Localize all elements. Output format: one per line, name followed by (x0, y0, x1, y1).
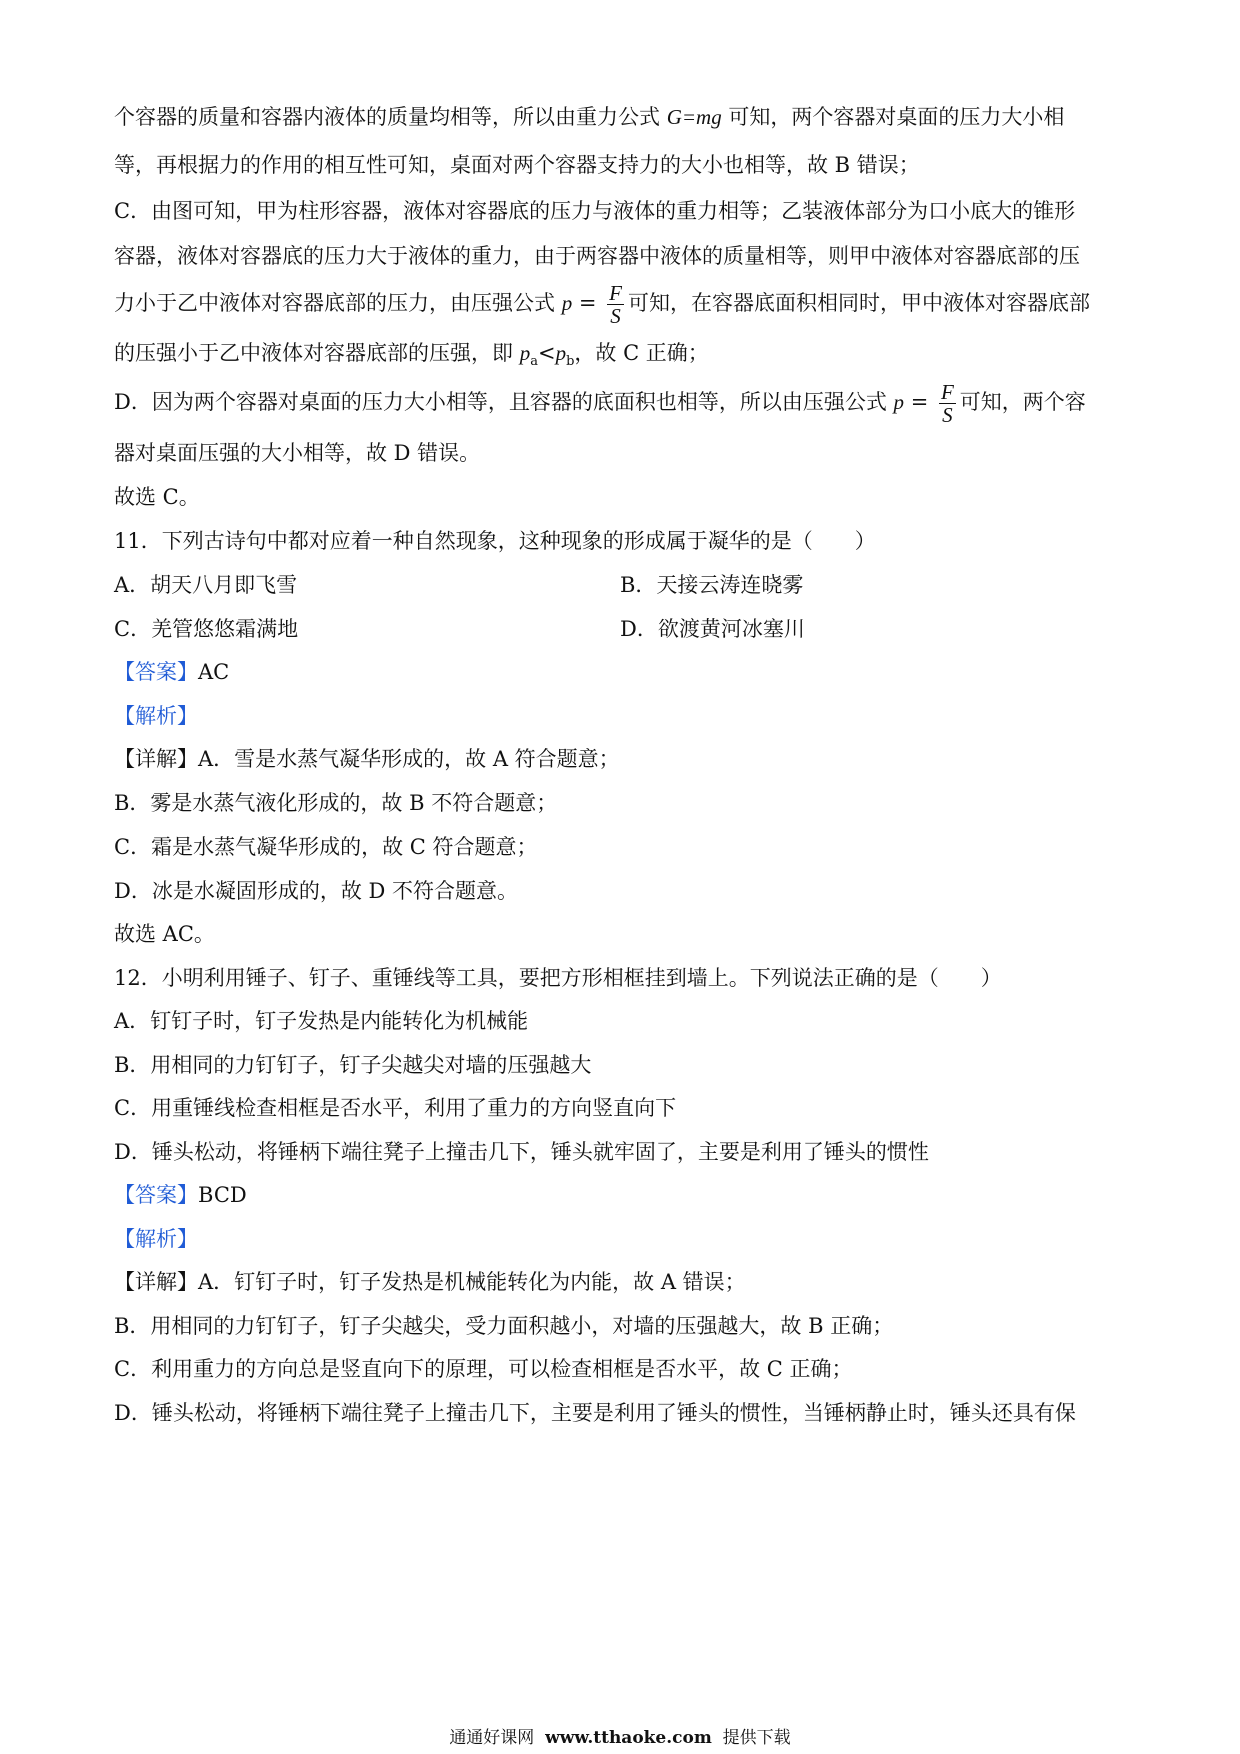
q12-detail: D．锤头松动，将锤柄下端往凳子上撞击几下，主要是利用了锤头的惯性，当锤柄静止时，锤头还具有保 (114, 1401, 1076, 1425)
text-line: 个容器的质量和容器内液体的质量均相等，所以由重力公式 G=mg 可知，两个容器对桌面的压力大小相 (114, 105, 1065, 129)
text-line: 等，再根据力的作用的相互性可知，桌面对两个容器支持力的大小也相等，故 B 错误； (114, 153, 920, 177)
q12-answer: 【答案】BCD (114, 1183, 247, 1207)
footer-site: 通通好课网 (449, 1728, 535, 1748)
q11-answer: 【答案】AC (114, 660, 230, 684)
q11-detail: C．霜是水蒸气凝华形成的，故 C 符合题意； (114, 835, 538, 859)
footer-link[interactable]: www.tthaoke.com (545, 1728, 712, 1748)
text-line: 容器，液体对容器底的压力大于液体的重力，由于两容器中液体的质量相等，则甲中液体对容器底部的压 (114, 244, 1080, 268)
q12-option-a: A．钉钉子时，钉子发热是内能转化为机械能 (114, 1009, 529, 1033)
q12-detail: 【详解】A．钉钉子时，钉子发热是机械能转化为内能，故 A 错误； (114, 1270, 746, 1294)
page-footer (0, 1726, 1240, 1750)
gravity-formula: G=mg (666, 105, 722, 129)
q12-analysis-tag: 【解析】 (114, 1227, 198, 1251)
q11-option-c: C．羌管悠悠霜满地 (114, 617, 299, 641)
q11-option-b: B．天接云涛连晓雾 (620, 573, 804, 597)
question-11-stem: 11．下列古诗句中都对应着一种自然现象，这种现象的形成属于凝华的是（ ） (114, 529, 876, 553)
q12-option-b: B．用相同的力钉钉子，钉子尖越尖对墙的压强越大 (114, 1053, 592, 1077)
answer-tag: 【答案】 (114, 1183, 198, 1207)
text-line: 的压强小于乙中液体对容器底部的压强，即 $p_a<p_b$，故 C 正确； (114, 341, 709, 370)
q11-option-d: D．欲渡黄河冰塞川 (620, 617, 805, 641)
q12-option-d: D．锤头松动，将锤柄下端往凳子上撞击几下，锤头就牢固了，主要是利用了锤头的惯性 (114, 1140, 929, 1164)
q11-detail: 【详解】A．雪是水蒸气凝华形成的，故 A 符合题意； (114, 747, 620, 771)
q11-analysis-tag: 【解析】 (114, 704, 198, 728)
pressure-fraction: $\frac{F}{S}$ (940, 380, 954, 427)
detail-tag: 【详解】 (114, 1270, 198, 1294)
pressure-fraction: $\frac{F}{S}$ (609, 281, 622, 328)
q11-conclusion: 故选 AC。 (114, 922, 215, 946)
q11-detail: B．雾是水蒸气液化形成的，故 B 不符合题意； (114, 791, 558, 815)
footer-suffix: 提供下载 (722, 1728, 791, 1748)
q12-detail: C．利用重力的方向总是竖直向下的原理，可以检查相框是否水平，故 C 正确； (114, 1357, 853, 1381)
q12-detail: B．用相同的力钉钉子，钉子尖越尖，受力面积越小，对墙的压强越大，故 B 正确； (114, 1314, 894, 1338)
text-line: 器对桌面压强的大小相等，故 D 错误。 (114, 441, 481, 465)
text-line-with-formula: D．因为两个容器对桌面的压力大小相等，且容器的底面积也相等，所以由压强公式 p = $\frac{F}{S}$ 可知，两个容 (114, 380, 1086, 427)
detail-tag: 【详解】 (114, 747, 198, 771)
answer-tag: 【答案】 (114, 660, 198, 684)
q11-detail: D．冰是水凝固形成的，故 D 不符合题意。 (114, 879, 519, 903)
question-12-stem: 12．小明利用锤子、钉子、重锤线等工具，要把方形相框挂到墙上。下列说法正确的是（ ） (114, 966, 1002, 990)
q12-option-c: C．用重锤线检查相框是否水平，利用了重力的方向竖直向下 (114, 1096, 677, 1120)
text-line-with-formula: 力小于乙中液体对容器底部的压力，由压强公式 p = $\frac{F}{S}$ 可知，在容器底面积相同时，甲中液体对容器底部 (114, 281, 1090, 328)
text-line: C．由图可知，甲为柱形容器，液体对容器底的压力与液体的重力相等；乙装液体部分为口小底大的锥形 (114, 199, 1076, 223)
q11-option-a: A．胡天八月即飞雪 (114, 573, 298, 597)
conclusion: 故选 C。 (114, 485, 200, 509)
